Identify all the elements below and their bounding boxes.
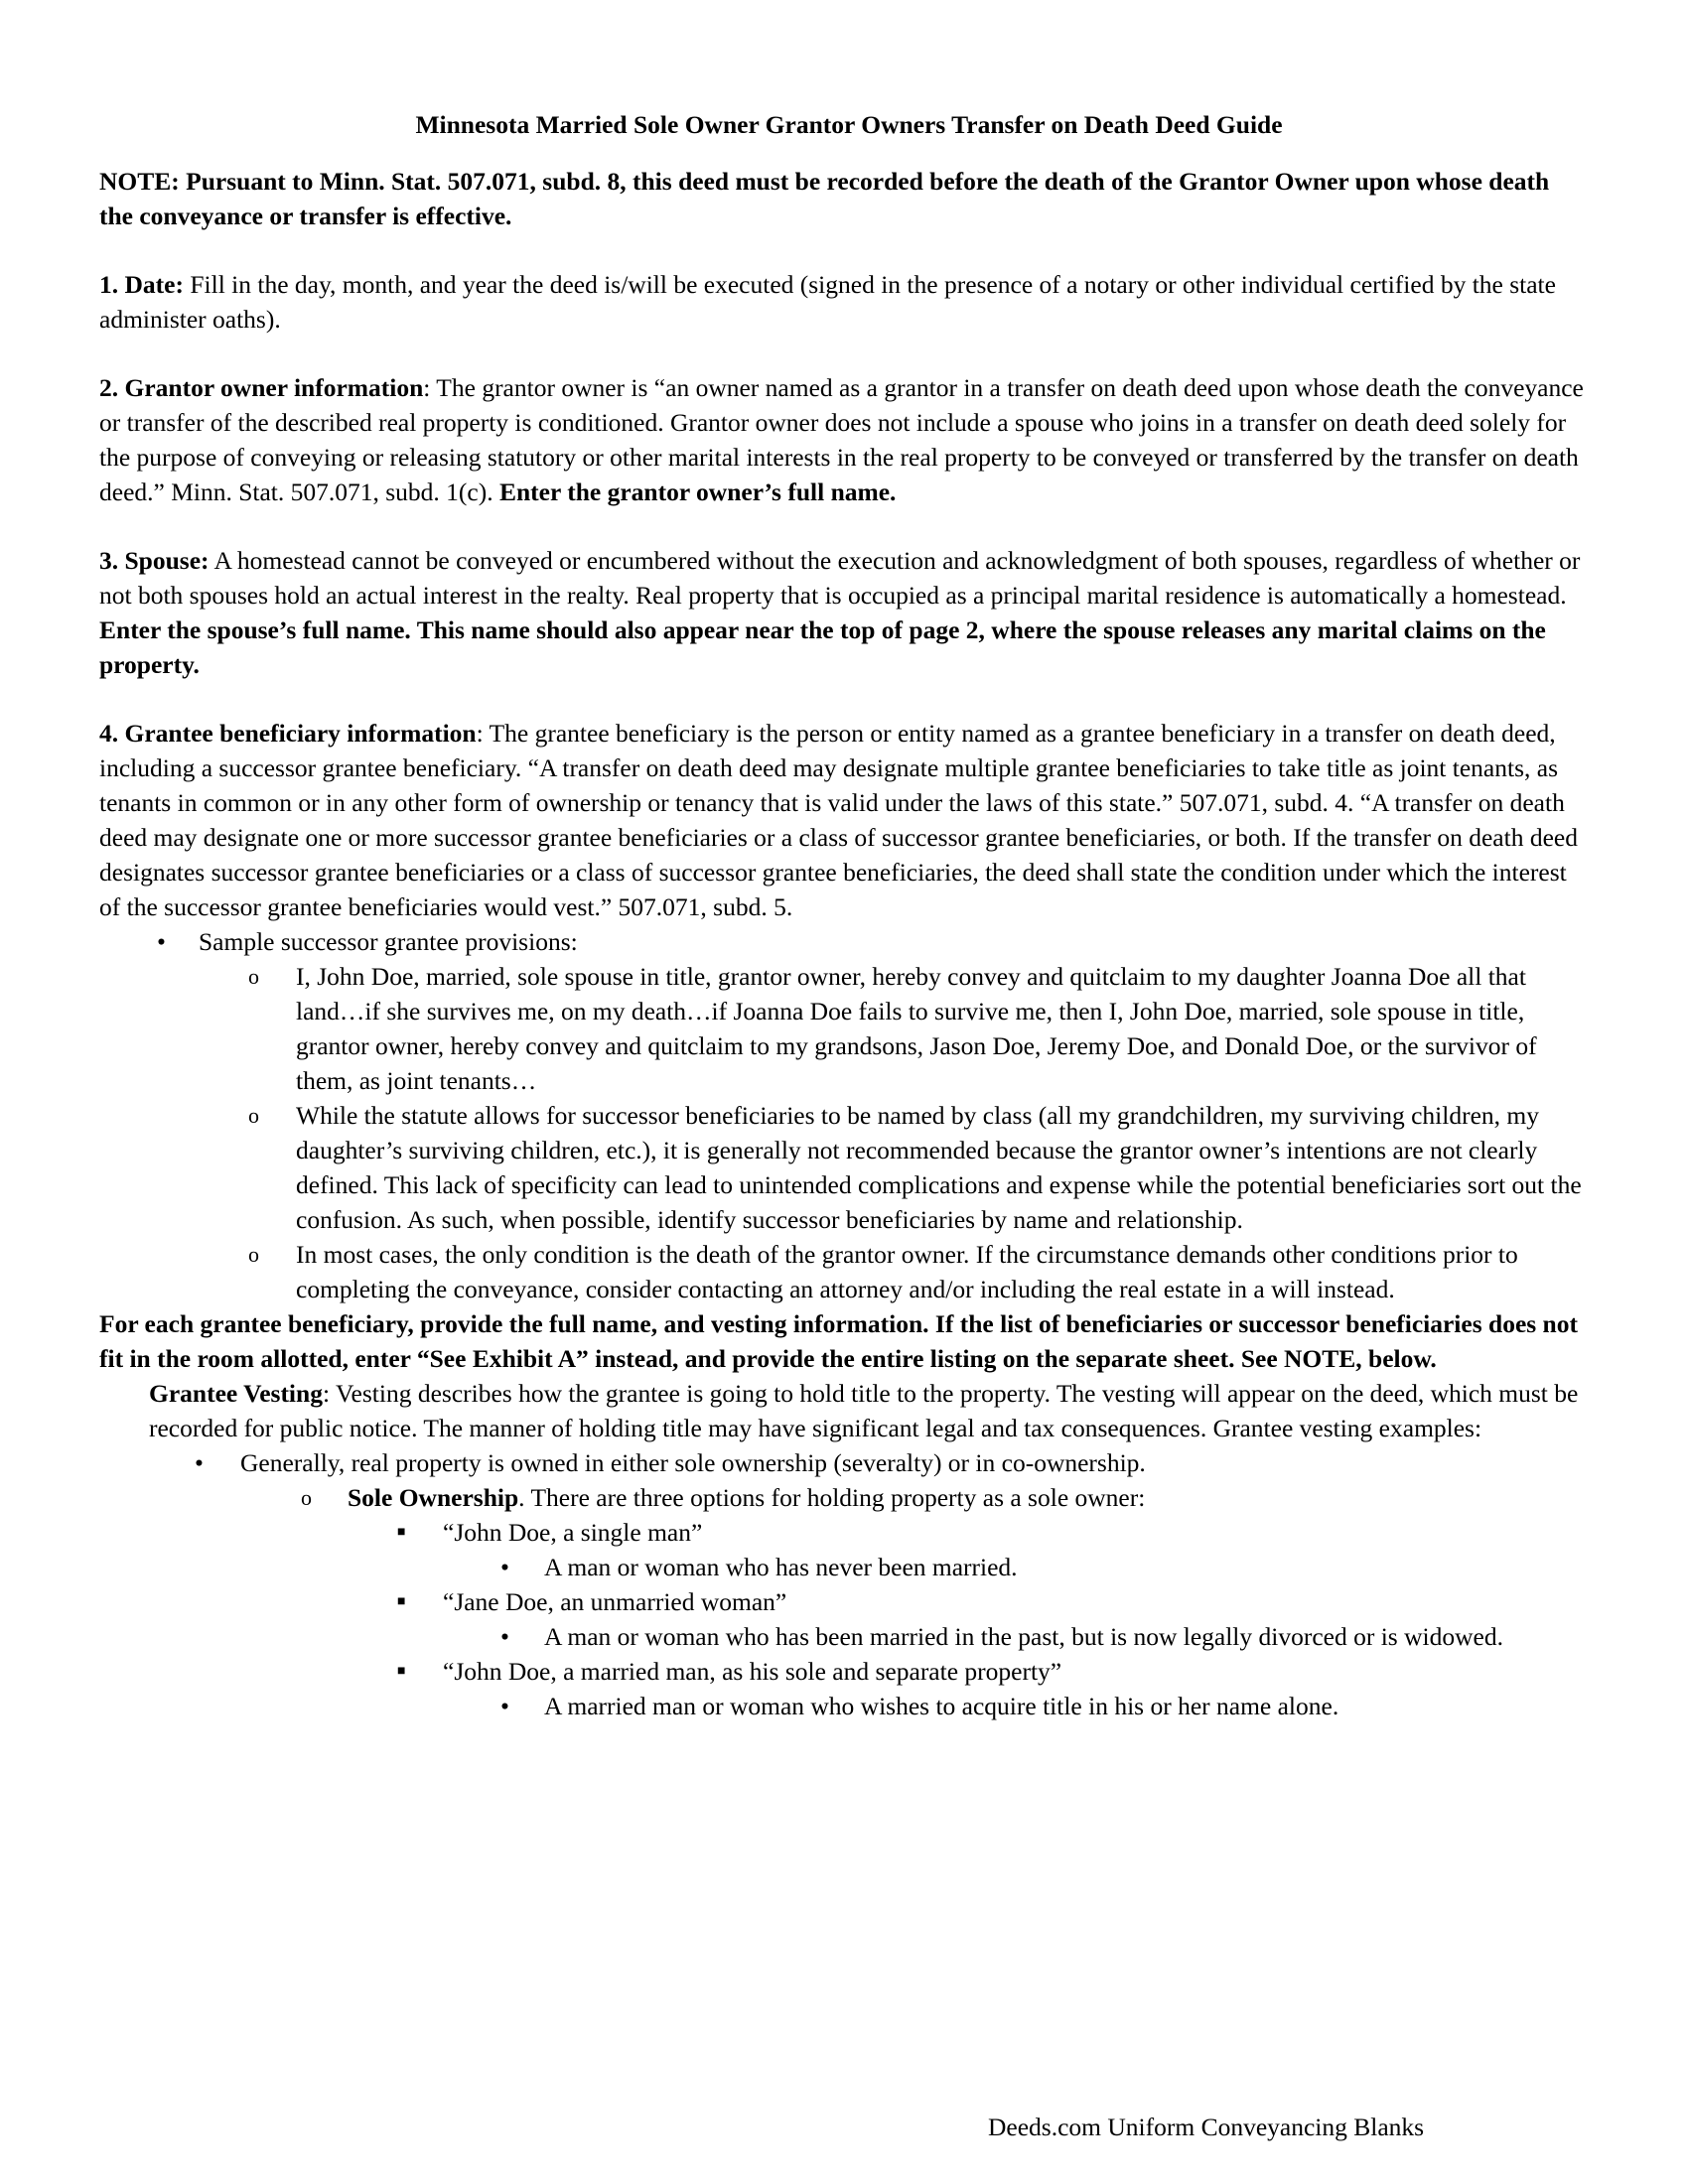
sole-ownership-heading: Sole Ownership [348,1483,519,1512]
section-grantee-beneficiary [99,716,1589,1376]
list-item [99,1619,1589,1654]
vesting-option-desc: A man or woman who has been married in the past, but is now legally divorced or is widowed. [544,1622,1503,1651]
circle-bullet-icon: o [248,1103,259,1128]
list-item [99,1515,1589,1550]
bullet-icon: • [195,1448,204,1477]
page-footer: Deeds.com Uniform Conveyancing Blanks [988,2113,1425,2141]
vesting-option-label: “John Doe, a single man” [443,1518,703,1547]
bullet-icon: • [500,1622,509,1651]
section-grantee-heading: 4. Grantee beneficiary information [99,719,477,748]
list-item [99,1237,1589,1306]
section-spouse [99,543,1589,682]
section-date-heading: 1. Date: [99,270,184,299]
list-item [99,1098,1589,1237]
square-bullet-icon: ■ [397,1594,406,1609]
circle-bullet-icon: o [301,1485,312,1510]
list-item [99,1584,1589,1619]
section-date-text: Fill in the day, month, and year the deed is/will be executed (signed in the presence of a notary or other individual certified by the state administer oaths). [99,270,1556,334]
square-bullet-icon: ■ [397,1664,406,1679]
successor-example-text: I, John Doe, married, sole spouse in title, grantor owner, hereby convey and quitclaim to my daughter Joanna Doe all that land…if she survives me, on my death…if Joanna Doe fails to survive me, then I, John Doe, married, sole spouse in title, grantor owner, hereby convey and quitclaim to my grandsons, Jason Doe, Jeremy Doe, and Donald Doe, or the survivor of them, as joint tenants… [296,962,1537,1095]
successor-condition-text: In most cases, the only condition is the death of the grantor owner. If the circumstance demands other conditions prior to completing the conveyance, consider contacting an attorney and/or including the real estate in a will instead. [296,1240,1518,1303]
recording-note: NOTE: Pursuant to Minn. Stat. 507.071, subd. 8, this deed must be recorded before the death of the Grantor Owner upon whose death the conveyance or transfer is effective. [99,167,1550,230]
section-spouse-instruction: Enter the spouse’s full name. This name should also appear near the top of page 2, where the spouse releases any marital claims on the property. [99,615,1546,679]
list-item [99,1654,1589,1689]
circle-bullet-icon: o [248,964,259,989]
bullet-icon: • [500,1692,509,1720]
vesting-list [99,1445,1589,1723]
bullet-icon: • [500,1553,509,1581]
list-item [99,1480,1589,1515]
successor-class-text: While the statute allows for successor beneficiaries to be named by class (all my grandchildren, my surviving children, my daughter’s surviving children, etc.), it is generally not recommended because the grantor owner’s intentions are not clearly defined. This lack of specificity can lead to unintended complications and expense while the potential beneficiaries sort out the confusion. As such, when possible, identify successor beneficiaries by name and relationship. [296,1101,1582,1234]
vesting-option-desc: A married man or woman who wishes to acquire title in his or her name alone. [544,1692,1339,1720]
successor-provisions-list [99,924,1589,1306]
vesting-paragraph [99,1376,1589,1445]
grantee-instruction [99,1306,1589,1376]
successor-bullet-text: Sample successor grantee provisions: [199,927,578,956]
section-grantor-heading: 2. Grantor owner information [99,373,424,402]
section-date [99,267,1589,337]
page-title: Minnesota Married Sole Owner Grantor Owners Transfer on Death Deed Guide [415,110,1283,139]
vesting-option-label: “John Doe, a married man, as his sole and separate property” [443,1657,1062,1686]
sole-ownership-text: . There are three options for holding property as a sole owner: [518,1483,1146,1512]
section-grantee-text: : The grantee beneficiary is the person or entity named as a grantee beneficiary in a transfer on death deed, including a successor grantee beneficiary. “A transfer on death deed may designate multiple grantee beneficiaries to take title as joint tenants, as tenants in common or in any other form of ownership or tenancy that is valid under the laws of this state.” 507.071, subd. 4. “A transfer on death deed may designate one or more successor grantee beneficiaries or a class of successor grantee beneficiaries, or both. If the transfer on death deed designates successor grantee beneficiaries or a class of successor grantee beneficiaries, the deed shall state the condition under which the interest of the successor grantee beneficiaries would vest.” 507.071, subd. 5. [99,719,1578,921]
list-item [99,959,1589,1098]
list-item [99,1445,1589,1480]
grantee-instruction-text: For each grantee beneficiary, provide the full name, and vesting information. If the list of beneficiaries or successor beneficiaries does not fit in the room allotted, enter “See Exhibit A” instead, and provide the entire listing on the separate sheet. See NOTE, below. [99,1309,1578,1373]
vesting-option-label: “Jane Doe, an unmarried woman” [443,1587,787,1616]
vesting-option-desc: A man or woman who has never been married. [544,1553,1018,1581]
vesting-bullet-text: Generally, real property is owned in either sole ownership (severalty) or in co-ownership. [240,1448,1146,1477]
section-spouse-text: A homestead cannot be conveyed or encumbered without the execution and acknowledgment of both spouses, regardless of whether or not both spouses hold an actual interest in the realty. Real property that is occupied as a principal marital residence is automatically a homestead. [99,546,1581,610]
circle-bullet-icon: o [248,1242,259,1267]
section-spouse-heading: 3. Spouse: [99,546,210,575]
grantee-vesting [99,1376,1589,1723]
vesting-text: : Vesting describes how the grantee is going to hold title to the property. The vesting will appear on the deed, which must be recorded for public notice. The manner of holding title may have significant legal and tax consequences. Grantee vesting examples: [149,1379,1579,1442]
vesting-heading: Grantee Vesting [149,1379,323,1408]
list-item [99,1550,1589,1584]
list-item [99,1689,1589,1723]
section-grantor-instruction: Enter the grantor owner’s full name. [498,478,897,506]
bullet-icon: • [157,927,166,956]
section-grantor-owner [99,370,1589,509]
section-grantor-text: : The grantor owner is “an owner named as a grantor in a transfer on death deed upon whose death the conveyance or transfer of the described real property is conditioned. Grantor owner does not include a spouse who joins in a transfer on death deed solely for the purpose of conveying or releasing statutory or other marital interests in the real property to be conveyed or transferred by the transfer on death deed.” Minn. Stat. 507.071, subd. 1(c). [99,373,1584,506]
section-grantee-paragraph [99,716,1589,924]
list-item [99,924,1589,959]
square-bullet-icon: ■ [397,1525,406,1540]
document-body [99,107,1589,1723]
